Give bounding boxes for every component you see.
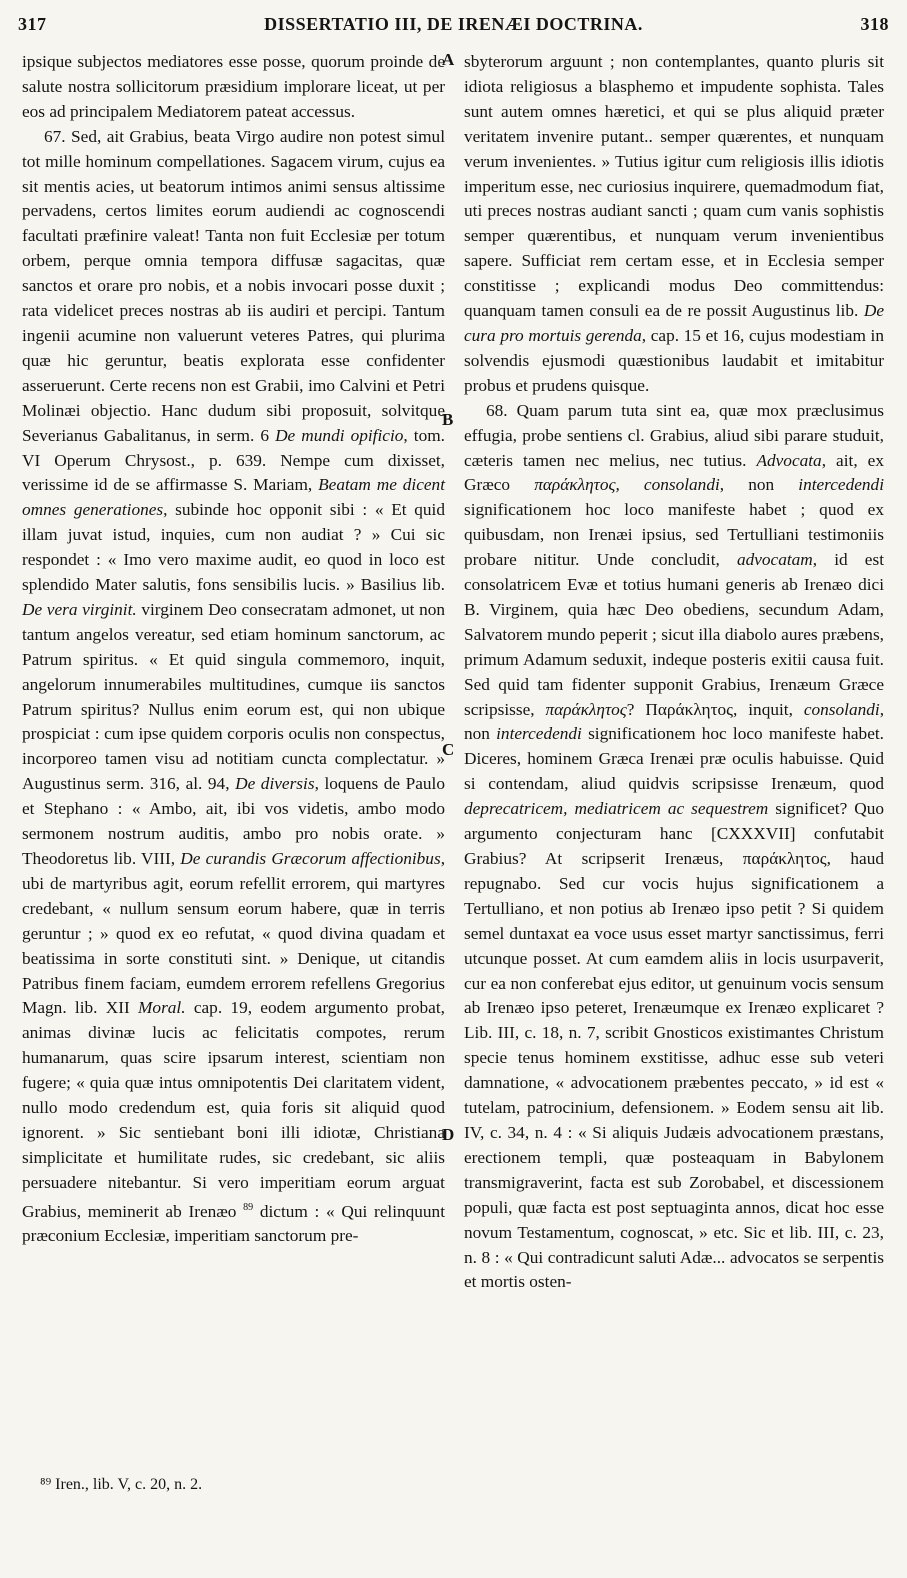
page-number-left: 317 [18,14,47,34]
paragraph-67: 67. Sed, ait Grabius, beata Virgo audire non potest simul tot mille hominum compellationes. Sagacem virum, cujus ea sit mentis acies, ut beatorum intimos animi sensus altissime pervadens, certos limites eorum audiendi ac cognoscendi facultati præfinire valeat! Tanta non fuit Ecclesiæ per totum orbem, perque omnia tempora diffusæ sagacitas, quæ sanctos et orare pro nobis, et a nobis invocari posse duxit ; rata videlicet preces nostras ab iis audiri et percipi. Tantum ingenii acumine non valuerunt veteres Patres, qui plurima quæ hic geruntur, beatis explorata esse confidenter asseruerunt. Certe recens non est Grabii, imo Calvini et Petri Molinæi objectio. Hanc dudum sibi proposuit, solvitque Severianus Gabalitanus, in serm. 6 De mundi opificio, tom. VI Operum Chrysost., p. 639. Nempe cum dixisset, verissime id de se affirmasse S. Mariam, Beatam me dicent omnes generationes, subinde hoc opponit sibi : « Et quid illam juvat istud, inquies, cum non audiat ? » Cui sic respondet : « Imo vero maxime audit, eo quod in loco est splendido Mater salutis, fons sensibilis lucis. » Basilius lib. De vera virginit. virginem Deo consecratam admonet, ut non tantum angelos vereatur, sed etiam hominum sanctorum, ac Patrum spiritus. « Et quid singula commemoro, inquit, angelorum innumerabiles multitudines, cumque iis sanctos Patrum spiritus? Nullus enim eorum est, qui non ubique prospiciat : cum ipse quidem corporis oculis non conspectus, incorporeo tamen visu ad notitiam cuncta complectatur. » Augustinus serm. 316, al. 94, De diversis, loquens de Paulo et Stephano : « Ambo, ait, ibi vos videtis, ambo modo sermonem nostrum auditis, ambo pro nobis orate. » Theodoretus lib. VIII, De curandis Græcorum affectionibus, ubi de martyribus agit, eorum refellit errorem, qui martyres credebant, « nullum sensum eorum habere, quæ in terris geruntur ; » quod ex eo refutat, « quod divina quadam et beatissima in sorte constituti sint. » Denique, ut citandis Patribus finem faciam, eumdem errorem refellens Gregorius Magn. lib. XII Moral. cap. 19, eodem argumento probat, animas divinæ lucis ac felicitatis compotes, rerum humanarum, quas scire ipsarum interest, scientiam non fugere; « quia quæ intus omnipotentis Dei claritatem vident, nullo modo credendum est, quia foris sit aliquid quod ignorent. » Sic sentiebant boni illi idiotæ, Christiana simplicitate et humilitate rudes, sic credebant, sic aliis persuadere nitebantur. Si vero imperitiam eorum arguat Grabius, meminerit ab Irenæo $^{89}$ dictum : « Qui relinquunt præconium Ecclesiæ, imperitiam sanctorum pre- [22,126,446,1246]
right-column [464,50,884,1295]
margin-marker-a: A [442,50,455,69]
paragraph: ipsique subjectos mediatores esse posse, quorum proinde de salute nostra sollicitorum præsidium implorare liceat, ut per eos ad principalem Mediatorem pateat accessus. [22,52,445,121]
page-number-right: 318 [860,14,889,34]
footnote: ⁸⁹ Iren., lib. V, c. 20, n. 2. [40,1476,203,1493]
left-column [22,50,445,1249]
margin-marker-c: C [442,740,455,759]
paragraph: sbyterorum arguunt ; non contemplantes, quanto pluris sit idiota religiosus a blasphemo et impudente sophista. Tales sunt autem omnes hæretici, et qui se plus aliquid præter veritatem invenire putant.. semper quærentes, et nunquam verum invenientes. » Tutius igitur cum religiosis illis idiotis imperitum esse, nec curiosius inquirere, quemadmodum fiat, uti preces nostras audiant sancti ; quam cum vanis sophistis semper quærentibus, et nunquam verum invenientibus sapere. Sufficiat rem certam esse, et in Ecclesia semper constitisse ; explicandi modus Deo committendus: quanquam tamen consuli ea de re possit Augustinus lib. De cura pro mortuis gerenda, cap. 15 et 16, cujus modestiam in solvendis ejusmodi quæstionibus laudabit et imitabitur probus et prudens quisque. [464,52,885,395]
paragraph-68: 68. Quam parum tuta sint ea, quæ mox præclusimus effugia, probe sentiens cl. Grabius, aliud sibi parare studuit, cæteris tamen nec melius, nec tutius. Advocata, ait, ex Græco παράκλητος, consolandi, non intercedendi significationem hoc loco manifeste habet ; quod ex quibusdam, non Irenæi ipsius, sed Tertulliani testimoniis probare nititur. Unde concludit, advocatam, id est consolatricem Evæ et totius humani generis ab Irenæo dici B. Virginem, quia hæc Deo obediens, secundum Adam, Salvatorem mundo peperit ; sicut illa diabolo aures præbens, primum Adamum seduxit, indeque posteris exitii causa fuit. Sed quid tam fidenter supponit Grabius, Irenæum Græce scripsisse, παράκλητος? Παράκλητος, inquit, consolandi, non intercedendi significationem hoc loco manifeste habet. Diceres, hominem Græca Irenæi præ oculis habuisse. Quid si contendam, aliud quidvis scripsisse Irenæum, quod deprecatricem, mediatricem ac sequestrem significet? Quo argumento conjecturam hanc [CXXXVII] confutabit Grabius? At scripserit Irenæus, παράκλητος, haud repugnabo. Sed cur vocis hujus significationem a Tertulliano, et non potius ab Irenæo ipso petit ? Si quidem semel duntaxat ea voce usus esset martyr sanctissimus, ferri utcunque posset. At cum eamdem aliis in locis usurpaverit, cur ea non conferebat ejus editor, ut genuinum vocis sensum ab Irenæo ipso peteret, Irenæumque ex Irenæo explicaret ? Lib. III, c. 18, n. 7, scribit Gnosticos existimantes Christum specie tenus hominem exstitisse, adhuc esse sub veteri damnatione, « advocationem præbentes peccato, » id est « tutelam, patrocinium, defensionem. » Eodem sensu ait lib. IV, c. 34, n. 4 : « Si aliquis Judæis advocationem præstans, erectionem templi, quæ posteaquam in Babylonem transmigraverint, facta est sub Zorobabel, et discessionem populi, quæ facta est post septuaginta annos, dicat hoc esse novum Testamentum, cognoscat, » etc. Sic et lib. III, c. 23, n. 8 : « Qui contradicunt saluti Adæ... advocatos se serpentis et mortis osten- [464,400,885,1292]
running-title: DISSERTATIO III, DE IRENÆI DOCTRINA. [264,14,643,34]
running-header [18,14,889,40]
margin-marker-d: D [442,1125,455,1144]
margin-marker-b: B [442,410,454,429]
